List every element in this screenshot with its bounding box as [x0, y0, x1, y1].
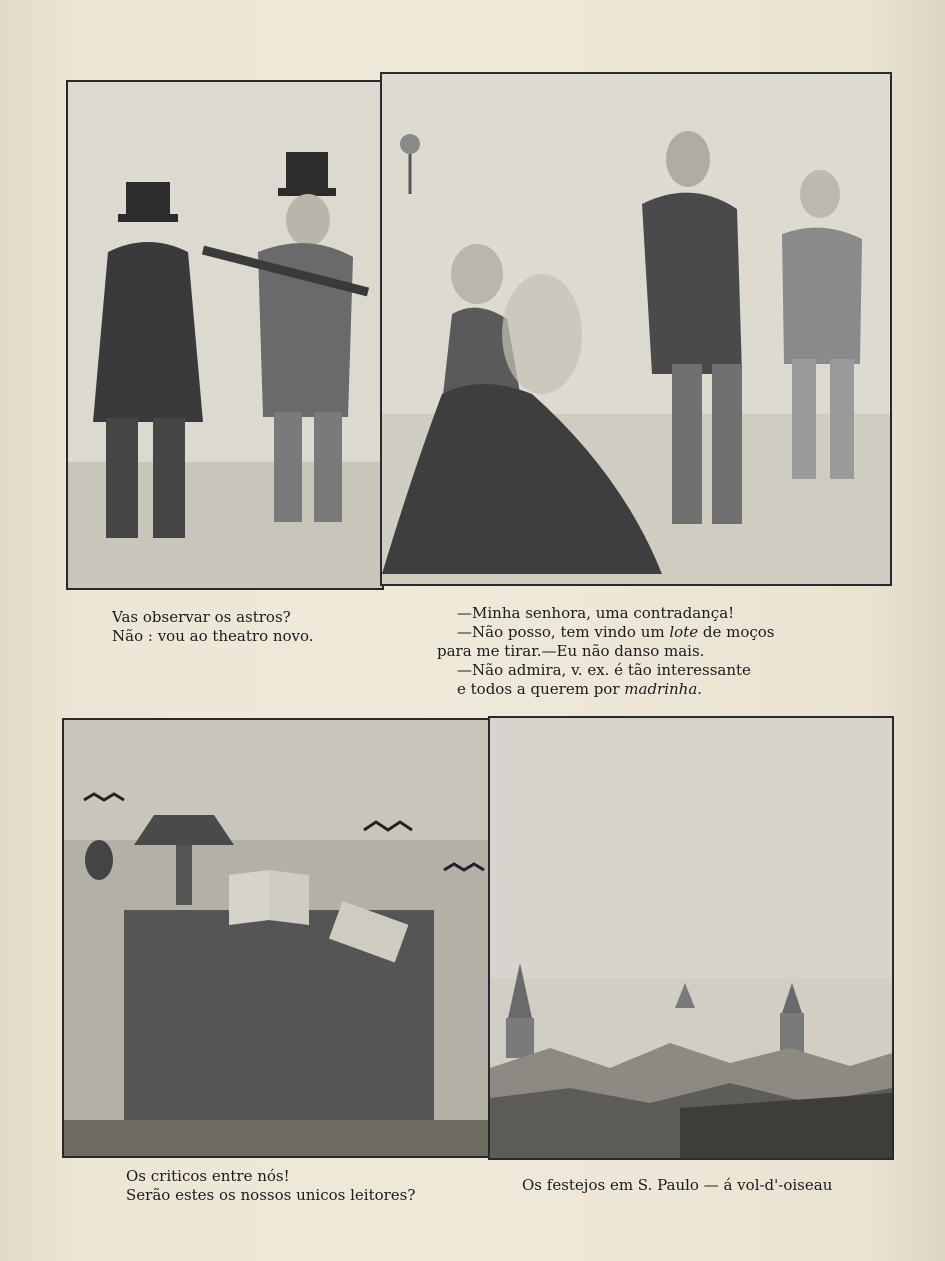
caption-line: Os criticos entre nós!: [126, 1167, 290, 1185]
illustration-critics: [62, 718, 492, 1158]
caption-line: Serão estes os nossos unicos leitores?: [126, 1186, 416, 1204]
engraving-city-rooftops: [490, 718, 892, 1158]
caption-line: —Não admira, v. ex. é tão interessante: [457, 661, 751, 679]
engraving-desk-with-bats: [64, 720, 490, 1156]
caption-italic-word: madrinha.: [624, 680, 703, 698]
caption-fragment: e todos a querem por: [457, 680, 620, 698]
caption-italic-word: lote: [669, 623, 699, 641]
caption-line: para me tirar.—Eu não danso mais.: [437, 642, 705, 660]
caption-line: —Minha senhora, uma contradança!: [457, 604, 735, 622]
caption-line: [437, 680, 775, 699]
engraving-lady-and-gentlemen: [382, 74, 890, 584]
caption-fragment: —Não posso, tem vindo um: [457, 623, 665, 641]
caption-critics: [126, 1167, 415, 1205]
caption-astronomers: [112, 608, 314, 646]
illustration-astronomers: [66, 80, 384, 590]
caption-ballroom: [437, 604, 775, 699]
caption-line: Vas observar os astros?: [112, 608, 291, 626]
engraving-two-men-telescope: [68, 82, 382, 588]
caption-line: Não : vou ao theatro novo.: [112, 627, 314, 645]
illustration-ballroom: [380, 72, 892, 586]
illustration-sao-paulo: [488, 716, 894, 1160]
caption-sao-paulo: [522, 1176, 832, 1195]
caption-line: [437, 623, 775, 642]
caption-fragment: de moços: [702, 623, 775, 641]
caption-line: Os festejos em S. Paulo — á vol-d'-oiseau: [522, 1176, 833, 1194]
